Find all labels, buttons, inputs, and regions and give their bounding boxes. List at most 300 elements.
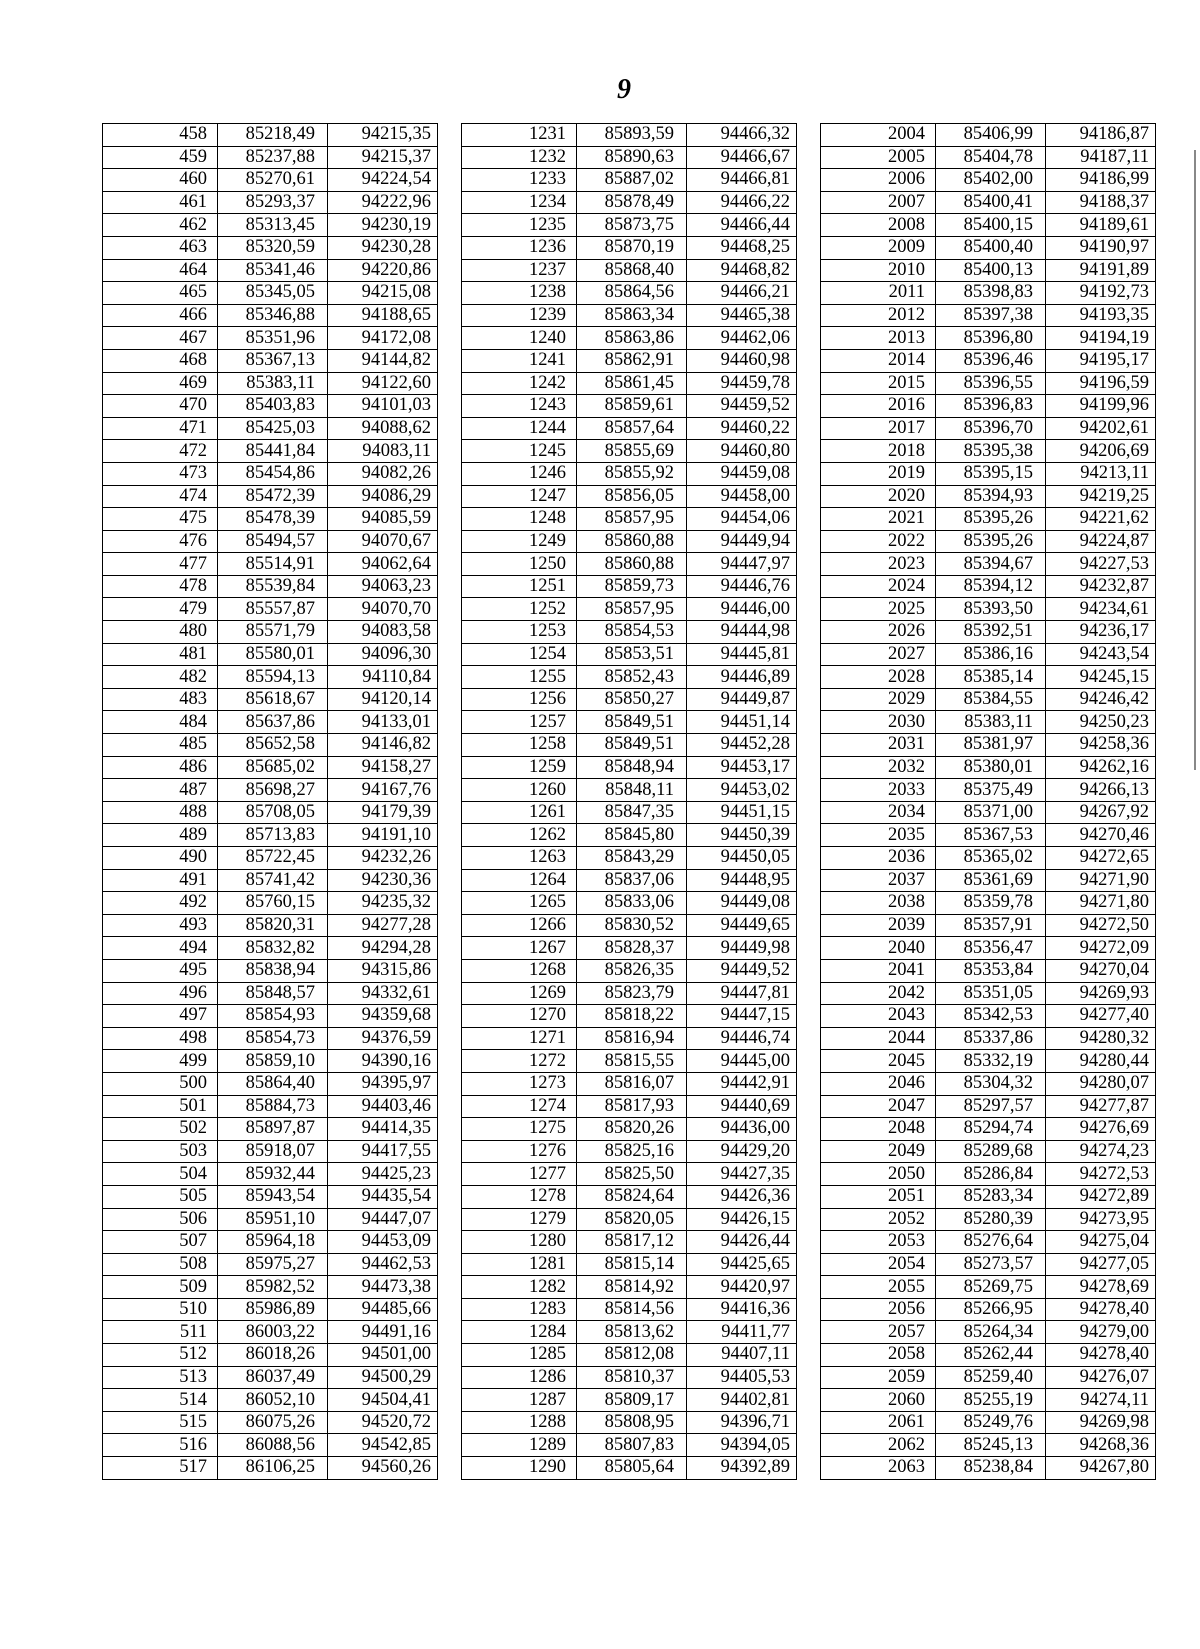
table-row [103, 1050, 438, 1073]
x-coordinate-cell: 85818,22 [577, 1005, 687, 1028]
y-coordinate-cell: 94425,65 [687, 1253, 797, 1276]
x-coordinate-cell: 85857,95 [577, 508, 687, 531]
x-coordinate-cell: 86106,25 [218, 1457, 328, 1480]
point-number-cell: 1287 [462, 1389, 577, 1412]
y-coordinate-cell: 94447,07 [328, 1208, 438, 1231]
table-row [821, 214, 1156, 237]
y-coordinate-cell: 94246,42 [1046, 688, 1156, 711]
point-number-cell: 2055 [821, 1276, 936, 1299]
point-number-cell: 2063 [821, 1457, 936, 1480]
point-number-cell: 1249 [462, 530, 577, 553]
point-number-cell: 490 [103, 847, 218, 870]
y-coordinate-cell: 94272,53 [1046, 1163, 1156, 1186]
x-coordinate-cell: 85863,86 [577, 327, 687, 350]
point-number-cell: 2034 [821, 801, 936, 824]
y-coordinate-cell: 94215,35 [328, 124, 438, 147]
table-row [462, 1208, 797, 1231]
x-coordinate-cell: 85893,59 [577, 124, 687, 147]
table-row [821, 146, 1156, 169]
x-coordinate-cell: 85859,10 [218, 1050, 328, 1073]
y-coordinate-cell: 94468,25 [687, 236, 797, 259]
x-coordinate-cell: 85357,91 [936, 914, 1046, 937]
table-row [462, 372, 797, 395]
y-coordinate-cell: 94235,32 [328, 892, 438, 915]
x-coordinate-cell: 86037,49 [218, 1366, 328, 1389]
table-row [103, 1027, 438, 1050]
y-coordinate-cell: 94188,65 [328, 304, 438, 327]
table-row [103, 1163, 438, 1186]
table-row [462, 1163, 797, 1186]
table-row [821, 1005, 1156, 1028]
y-coordinate-cell: 94402,81 [687, 1389, 797, 1412]
y-coordinate-cell: 94392,89 [687, 1457, 797, 1480]
x-coordinate-cell: 85361,69 [936, 869, 1046, 892]
table-row [821, 124, 1156, 147]
table-row [462, 643, 797, 666]
y-coordinate-cell: 94458,00 [687, 485, 797, 508]
y-coordinate-cell: 94501,00 [328, 1344, 438, 1367]
x-coordinate-cell: 85986,89 [218, 1298, 328, 1321]
y-coordinate-cell: 94279,00 [1046, 1321, 1156, 1344]
y-coordinate-cell: 94447,81 [687, 982, 797, 1005]
x-coordinate-cell: 85392,51 [936, 621, 1046, 644]
point-number-cell: 2040 [821, 937, 936, 960]
y-coordinate-cell: 94219,25 [1046, 485, 1156, 508]
point-number-cell: 500 [103, 1072, 218, 1095]
point-number-cell: 474 [103, 485, 218, 508]
table-row [103, 417, 438, 440]
table-row [462, 417, 797, 440]
y-coordinate-cell: 94449,94 [687, 530, 797, 553]
table-row [821, 327, 1156, 350]
table-row [821, 349, 1156, 372]
point-number-cell: 473 [103, 462, 218, 485]
point-number-cell: 1288 [462, 1411, 577, 1434]
table-row [821, 462, 1156, 485]
point-number-cell: 1285 [462, 1344, 577, 1367]
table-row [103, 621, 438, 644]
x-coordinate-cell: 85807,83 [577, 1434, 687, 1457]
table-row [821, 621, 1156, 644]
table-row [462, 575, 797, 598]
table-row [103, 914, 438, 937]
x-coordinate-cell: 85855,69 [577, 440, 687, 463]
point-number-cell: 1277 [462, 1163, 577, 1186]
x-coordinate-cell: 85828,37 [577, 937, 687, 960]
x-coordinate-cell: 85404,78 [936, 146, 1046, 169]
y-coordinate-cell: 94468,82 [687, 259, 797, 282]
x-coordinate-cell: 85850,27 [577, 688, 687, 711]
point-number-cell: 512 [103, 1344, 218, 1367]
table-row [462, 734, 797, 757]
x-coordinate-cell: 85823,79 [577, 982, 687, 1005]
table-row [821, 236, 1156, 259]
y-coordinate-cell: 94277,87 [1046, 1095, 1156, 1118]
x-coordinate-cell: 85849,51 [577, 734, 687, 757]
point-number-cell: 1267 [462, 937, 577, 960]
x-coordinate-cell: 85890,63 [577, 146, 687, 169]
table-row [462, 146, 797, 169]
point-number-cell: 1242 [462, 372, 577, 395]
point-number-cell: 1286 [462, 1366, 577, 1389]
y-coordinate-cell: 94272,89 [1046, 1185, 1156, 1208]
y-coordinate-cell: 94187,11 [1046, 146, 1156, 169]
y-coordinate-cell: 94144,82 [328, 349, 438, 372]
x-coordinate-cell: 85870,19 [577, 236, 687, 259]
y-coordinate-cell: 94405,53 [687, 1366, 797, 1389]
x-coordinate-cell: 85359,78 [936, 892, 1046, 915]
point-number-cell: 2050 [821, 1163, 936, 1186]
point-number-cell: 478 [103, 575, 218, 598]
point-number-cell: 2035 [821, 824, 936, 847]
y-coordinate-cell: 94213,11 [1046, 462, 1156, 485]
table-row [462, 1231, 797, 1254]
y-coordinate-cell: 94230,19 [328, 214, 438, 237]
point-number-cell: 479 [103, 598, 218, 621]
y-coordinate-cell: 94083,11 [328, 440, 438, 463]
table-row [821, 440, 1156, 463]
y-coordinate-cell: 94445,81 [687, 643, 797, 666]
table-row [821, 892, 1156, 915]
coordinate-table-3 [820, 123, 1156, 1480]
y-coordinate-cell: 94230,28 [328, 236, 438, 259]
y-coordinate-cell: 94451,15 [687, 801, 797, 824]
x-coordinate-cell: 85848,94 [577, 756, 687, 779]
point-number-cell: 486 [103, 756, 218, 779]
table-row [821, 1366, 1156, 1389]
x-coordinate-cell: 85539,84 [218, 575, 328, 598]
table-row [103, 304, 438, 327]
y-coordinate-cell: 94435,54 [328, 1185, 438, 1208]
y-coordinate-cell: 94448,95 [687, 869, 797, 892]
x-coordinate-cell: 86018,26 [218, 1344, 328, 1367]
x-coordinate-cell: 85400,13 [936, 259, 1046, 282]
x-coordinate-cell: 85708,05 [218, 801, 328, 824]
x-coordinate-cell: 85384,55 [936, 688, 1046, 711]
y-coordinate-cell: 94190,97 [1046, 236, 1156, 259]
point-number-cell: 2023 [821, 553, 936, 576]
y-coordinate-cell: 94194,19 [1046, 327, 1156, 350]
point-number-cell: 1250 [462, 553, 577, 576]
table-row [103, 282, 438, 305]
y-coordinate-cell: 94449,87 [687, 688, 797, 711]
x-coordinate-cell: 85817,93 [577, 1095, 687, 1118]
y-coordinate-cell: 94221,62 [1046, 508, 1156, 531]
y-coordinate-cell: 94465,38 [687, 304, 797, 327]
point-number-cell: 2007 [821, 191, 936, 214]
x-coordinate-cell: 85847,35 [577, 801, 687, 824]
y-coordinate-cell: 94222,96 [328, 191, 438, 214]
point-number-cell: 476 [103, 530, 218, 553]
point-number-cell: 1236 [462, 236, 577, 259]
y-coordinate-cell: 94101,03 [328, 395, 438, 418]
table-row [103, 1185, 438, 1208]
point-number-cell: 2017 [821, 417, 936, 440]
x-coordinate-cell: 85932,44 [218, 1163, 328, 1186]
x-coordinate-cell: 85396,55 [936, 372, 1046, 395]
x-coordinate-cell: 85313,45 [218, 214, 328, 237]
y-coordinate-cell: 94236,17 [1046, 621, 1156, 644]
point-number-cell: 2061 [821, 1411, 936, 1434]
x-coordinate-cell: 85982,52 [218, 1276, 328, 1299]
y-coordinate-cell: 94504,41 [328, 1389, 438, 1412]
point-number-cell: 517 [103, 1457, 218, 1480]
table-row [462, 1344, 797, 1367]
table-row [103, 1298, 438, 1321]
point-number-cell: 2058 [821, 1344, 936, 1367]
x-coordinate-cell: 85854,53 [577, 621, 687, 644]
x-coordinate-cell: 85494,57 [218, 530, 328, 553]
y-coordinate-cell: 94466,32 [687, 124, 797, 147]
y-coordinate-cell: 94110,84 [328, 666, 438, 689]
y-coordinate-cell: 94133,01 [328, 711, 438, 734]
point-number-cell: 464 [103, 259, 218, 282]
y-coordinate-cell: 94188,37 [1046, 191, 1156, 214]
y-coordinate-cell: 94277,28 [328, 914, 438, 937]
table-row [821, 643, 1156, 666]
x-coordinate-cell: 85341,46 [218, 259, 328, 282]
point-number-cell: 2051 [821, 1185, 936, 1208]
x-coordinate-cell: 85817,12 [577, 1231, 687, 1254]
x-coordinate-cell: 85402,00 [936, 169, 1046, 192]
x-coordinate-cell: 85397,38 [936, 304, 1046, 327]
y-coordinate-cell: 94215,37 [328, 146, 438, 169]
table-row [462, 666, 797, 689]
y-coordinate-cell: 94403,46 [328, 1095, 438, 1118]
point-number-cell: 1254 [462, 643, 577, 666]
x-coordinate-cell: 85838,94 [218, 959, 328, 982]
x-coordinate-cell: 85864,40 [218, 1072, 328, 1095]
table-row [462, 530, 797, 553]
point-number-cell: 1264 [462, 869, 577, 892]
y-coordinate-cell: 94227,53 [1046, 553, 1156, 576]
table-row [462, 236, 797, 259]
point-number-cell: 1238 [462, 282, 577, 305]
table-row [103, 259, 438, 282]
table-row [821, 688, 1156, 711]
table-row [821, 530, 1156, 553]
table-row [821, 508, 1156, 531]
point-number-cell: 2014 [821, 349, 936, 372]
point-number-cell: 507 [103, 1231, 218, 1254]
point-number-cell: 1263 [462, 847, 577, 870]
x-coordinate-cell: 85365,02 [936, 847, 1046, 870]
y-coordinate-cell: 94447,15 [687, 1005, 797, 1028]
x-coordinate-cell: 85371,00 [936, 801, 1046, 824]
table-row [103, 530, 438, 553]
y-coordinate-cell: 94444,98 [687, 621, 797, 644]
point-number-cell: 1282 [462, 1276, 577, 1299]
point-number-cell: 2019 [821, 462, 936, 485]
y-coordinate-cell: 94280,32 [1046, 1027, 1156, 1050]
x-coordinate-cell: 85367,53 [936, 824, 1046, 847]
point-number-cell: 1239 [462, 304, 577, 327]
x-coordinate-cell: 85264,34 [936, 1321, 1046, 1344]
point-number-cell: 2043 [821, 1005, 936, 1028]
table-row [103, 598, 438, 621]
x-coordinate-cell: 85571,79 [218, 621, 328, 644]
y-coordinate-cell: 94215,08 [328, 282, 438, 305]
x-coordinate-cell: 85304,32 [936, 1072, 1046, 1095]
point-number-cell: 2033 [821, 779, 936, 802]
table-row [103, 462, 438, 485]
point-number-cell: 2044 [821, 1027, 936, 1050]
x-coordinate-cell: 85863,34 [577, 304, 687, 327]
y-coordinate-cell: 94070,70 [328, 598, 438, 621]
table-row [103, 1140, 438, 1163]
x-coordinate-cell: 85294,74 [936, 1118, 1046, 1141]
x-coordinate-cell: 85805,64 [577, 1457, 687, 1480]
x-coordinate-cell: 85854,93 [218, 1005, 328, 1028]
table-row [821, 575, 1156, 598]
point-number-cell: 510 [103, 1298, 218, 1321]
y-coordinate-cell: 94411,77 [687, 1321, 797, 1344]
point-number-cell: 498 [103, 1027, 218, 1050]
x-coordinate-cell: 85897,87 [218, 1118, 328, 1141]
table-row [462, 553, 797, 576]
point-number-cell: 2038 [821, 892, 936, 915]
point-number-cell: 2037 [821, 869, 936, 892]
y-coordinate-cell: 94070,67 [328, 530, 438, 553]
table-row [462, 169, 797, 192]
y-coordinate-cell: 94459,52 [687, 395, 797, 418]
x-coordinate-cell: 85395,26 [936, 508, 1046, 531]
table-row [103, 1253, 438, 1276]
y-coordinate-cell: 94234,61 [1046, 598, 1156, 621]
point-number-cell: 470 [103, 395, 218, 418]
y-coordinate-cell: 94396,71 [687, 1411, 797, 1434]
y-coordinate-cell: 94473,38 [328, 1276, 438, 1299]
table-row [821, 1208, 1156, 1231]
point-number-cell: 1232 [462, 146, 577, 169]
y-coordinate-cell: 94449,08 [687, 892, 797, 915]
y-coordinate-cell: 94271,90 [1046, 869, 1156, 892]
y-coordinate-cell: 94280,07 [1046, 1072, 1156, 1095]
y-coordinate-cell: 94395,97 [328, 1072, 438, 1095]
table-row [821, 259, 1156, 282]
point-number-cell: 2018 [821, 440, 936, 463]
point-number-cell: 2016 [821, 395, 936, 418]
point-number-cell: 2060 [821, 1389, 936, 1412]
point-number-cell: 462 [103, 214, 218, 237]
point-number-cell: 467 [103, 327, 218, 350]
y-coordinate-cell: 94245,15 [1046, 666, 1156, 689]
table-row [821, 417, 1156, 440]
table-row [821, 1253, 1156, 1276]
y-coordinate-cell: 94083,58 [328, 621, 438, 644]
point-number-cell: 2011 [821, 282, 936, 305]
table-row [821, 395, 1156, 418]
y-coordinate-cell: 94440,69 [687, 1095, 797, 1118]
y-coordinate-cell: 94274,23 [1046, 1140, 1156, 1163]
x-coordinate-cell: 85383,11 [218, 372, 328, 395]
y-coordinate-cell: 94460,22 [687, 417, 797, 440]
point-number-cell: 484 [103, 711, 218, 734]
x-coordinate-cell: 85594,13 [218, 666, 328, 689]
point-number-cell: 2056 [821, 1298, 936, 1321]
table-row [821, 869, 1156, 892]
x-coordinate-cell: 85394,67 [936, 553, 1046, 576]
x-coordinate-cell: 85854,73 [218, 1027, 328, 1050]
point-number-cell: 2013 [821, 327, 936, 350]
table-row [462, 349, 797, 372]
y-coordinate-cell: 94270,46 [1046, 824, 1156, 847]
table-row [462, 892, 797, 915]
table-row [821, 756, 1156, 779]
point-number-cell: 481 [103, 643, 218, 666]
table-row [462, 440, 797, 463]
point-number-cell: 2012 [821, 304, 936, 327]
x-coordinate-cell: 85269,75 [936, 1276, 1046, 1299]
x-coordinate-cell: 85943,54 [218, 1185, 328, 1208]
y-coordinate-cell: 94450,39 [687, 824, 797, 847]
x-coordinate-cell: 85868,40 [577, 259, 687, 282]
x-coordinate-cell: 85262,44 [936, 1344, 1046, 1367]
y-coordinate-cell: 94376,59 [328, 1027, 438, 1050]
x-coordinate-cell: 85398,83 [936, 282, 1046, 305]
point-number-cell: 465 [103, 282, 218, 305]
x-coordinate-cell: 85406,99 [936, 124, 1046, 147]
x-coordinate-cell: 85833,06 [577, 892, 687, 915]
table-row [103, 1389, 438, 1412]
y-coordinate-cell: 94232,87 [1046, 575, 1156, 598]
x-coordinate-cell: 85218,49 [218, 124, 328, 147]
y-coordinate-cell: 94426,15 [687, 1208, 797, 1231]
x-coordinate-cell: 85286,84 [936, 1163, 1046, 1186]
table-row [821, 1050, 1156, 1073]
y-coordinate-cell: 94186,99 [1046, 169, 1156, 192]
table-row [462, 191, 797, 214]
point-number-cell: 506 [103, 1208, 218, 1231]
point-number-cell: 513 [103, 1366, 218, 1389]
table-row [821, 1434, 1156, 1457]
x-coordinate-cell: 85830,52 [577, 914, 687, 937]
point-number-cell: 2015 [821, 372, 936, 395]
table-row [821, 553, 1156, 576]
point-number-cell: 1262 [462, 824, 577, 847]
y-coordinate-cell: 94086,29 [328, 485, 438, 508]
point-number-cell: 1279 [462, 1208, 577, 1231]
x-coordinate-cell: 85857,64 [577, 417, 687, 440]
x-coordinate-cell: 85722,45 [218, 847, 328, 870]
x-coordinate-cell: 85367,13 [218, 349, 328, 372]
x-coordinate-cell: 85394,12 [936, 575, 1046, 598]
table-row [103, 485, 438, 508]
table-row [821, 1140, 1156, 1163]
table-row [821, 711, 1156, 734]
table-row [821, 372, 1156, 395]
point-number-cell: 2030 [821, 711, 936, 734]
point-number-cell: 469 [103, 372, 218, 395]
table-row [103, 1276, 438, 1299]
x-coordinate-cell: 85810,37 [577, 1366, 687, 1389]
y-coordinate-cell: 94258,36 [1046, 734, 1156, 757]
y-coordinate-cell: 94179,39 [328, 801, 438, 824]
table-row [821, 1118, 1156, 1141]
point-number-cell: 471 [103, 417, 218, 440]
y-coordinate-cell: 94085,59 [328, 508, 438, 531]
point-number-cell: 515 [103, 1411, 218, 1434]
x-coordinate-cell: 85856,05 [577, 485, 687, 508]
y-coordinate-cell: 94278,40 [1046, 1344, 1156, 1367]
x-coordinate-cell: 85853,51 [577, 643, 687, 666]
x-coordinate-cell: 85820,26 [577, 1118, 687, 1141]
x-coordinate-cell: 85832,82 [218, 937, 328, 960]
table-row [821, 169, 1156, 192]
point-number-cell: 1258 [462, 734, 577, 757]
point-number-cell: 2053 [821, 1231, 936, 1254]
table-row [821, 666, 1156, 689]
